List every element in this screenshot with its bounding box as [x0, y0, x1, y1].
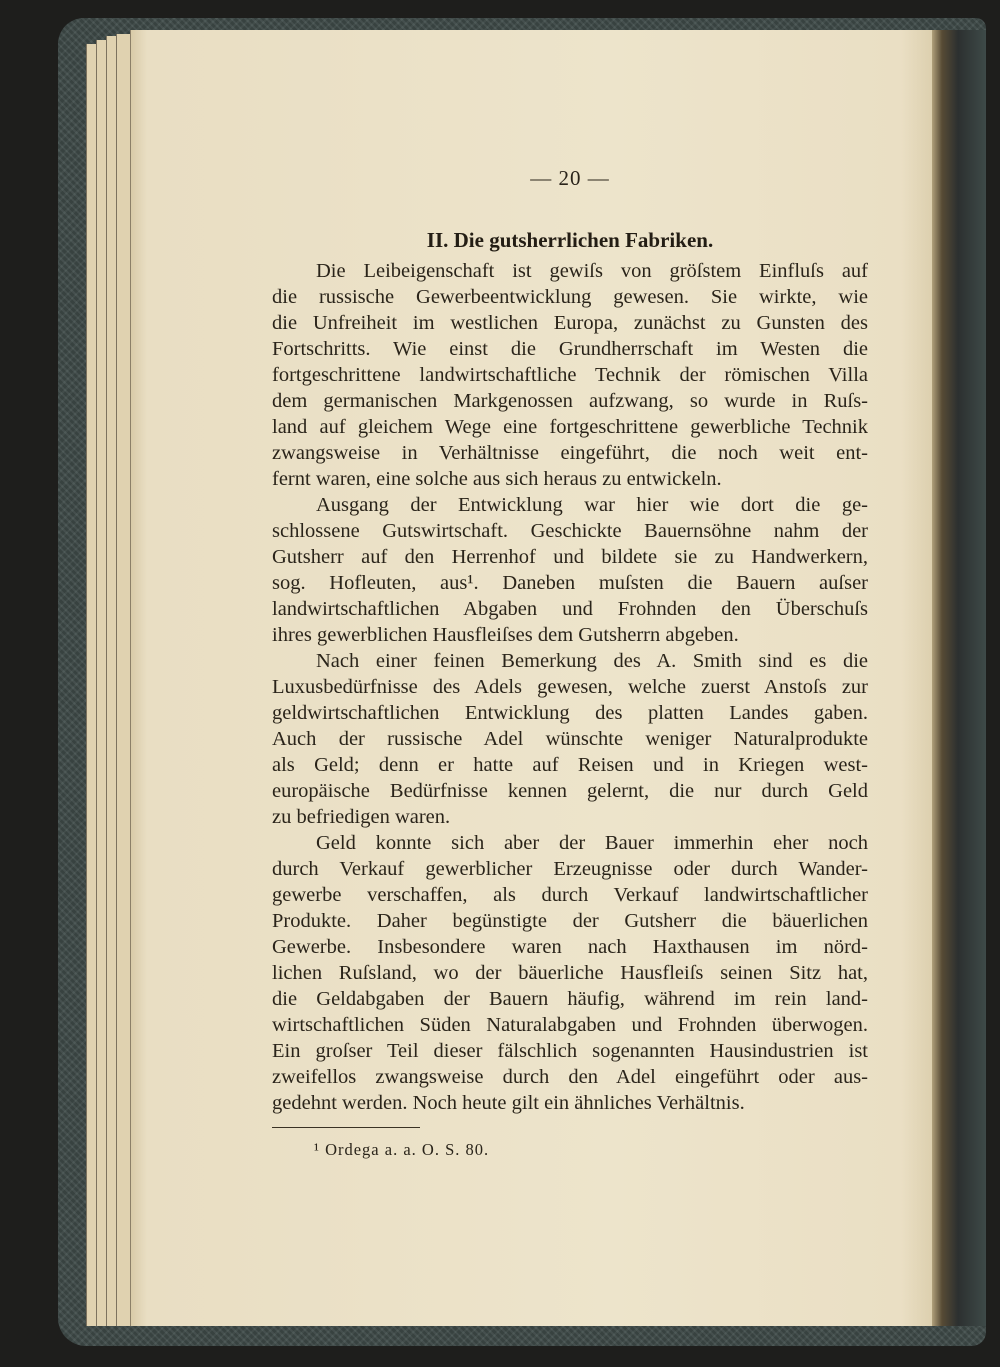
text-line: landwirtschaftlichen Abgaben und Frohnden den Überschuſs	[272, 598, 868, 620]
page-number: — 20 —	[530, 166, 610, 190]
text-line: europäische Bedürfnisse kennen gelernt, die nur durch Geld	[272, 780, 868, 802]
text-line: Ausgang der Entwicklung war hier wie dort die ge-	[316, 494, 868, 516]
text-line: Die Leibeigenschaft ist gewiſs von gröſstem Einfluſs auf	[316, 260, 868, 282]
text-line: Nach einer feinen Bemerkung des A. Smith sind es die	[316, 650, 868, 672]
footnote: ¹ Ordega a. a. O. S. 80.	[314, 1140, 490, 1159]
text-line: die Geldabgaben der Bauern häufig, während im rein land-	[272, 988, 868, 1010]
body-text	[272, 258, 868, 1116]
text-line: Fortschritts. Wie einst die Grundherrschaft im Westen die	[272, 338, 868, 360]
text-line: lichen Ruſsland, wo der bäuerliche Hausfleiſs seinen Sitz hat,	[272, 962, 868, 984]
text-line: als Geld; denn er hatte auf Reisen und in Kriegen west-	[272, 754, 868, 776]
text-line: sog. Hofleuten, aus¹. Daneben muſsten die Bauern auſser	[272, 572, 868, 594]
text-line: Luxusbedürfnisse des Adels gewesen, welche zuerst Anstoſs zur	[272, 676, 868, 698]
text-line: zwangsweise in Verhältnisse eingeführt, die noch weit ent-	[272, 442, 868, 464]
text-line: gedehnt werden. Noch heute gilt ein ähnliches Verhältnis.	[272, 1092, 745, 1114]
text-line: Ein groſser Teil dieser fälschlich sogenannten Hausindustrien ist	[272, 1040, 868, 1062]
text-line: zweifellos zwangsweise durch den Adel eingeführt oder aus-	[272, 1066, 868, 1088]
text-line: Gutsherr auf den Herrenhof und bildete sie zu Handwerkern,	[272, 546, 868, 568]
book-gutter	[932, 30, 986, 1326]
text-line: geldwirtschaftlichen Entwicklung des platten Landes gaben.	[272, 702, 868, 724]
text-line: land auf gleichem Wege eine fortgeschrittene gewerbliche Technik	[272, 416, 868, 438]
text-line: ihres gewerblichen Hausfleiſses dem Gutsherrn abgeben.	[272, 624, 739, 646]
section-heading: II. Die gutsherrlichen Fabriken.	[426, 228, 714, 252]
text-line: gewerbe verschaffen, als durch Verkauf landwirtschaftlicher	[272, 884, 868, 906]
text-line: Produkte. Daher begünstigte der Gutsherr die bäuerlichen	[272, 910, 868, 932]
text-line: fortgeschrittene landwirtschaftliche Technik der römischen Villa	[272, 364, 868, 386]
text-line: fernt waren, eine solche aus sich heraus zu entwickeln.	[272, 468, 722, 490]
text-line: schlossene Gutswirtschaft. Geschickte Bauernsöhne nahm der	[272, 520, 868, 542]
text-line: Auch der russische Adel wünschte weniger Naturalprodukte	[272, 728, 868, 750]
text-line: Gewerbe. Insbesondere waren nach Haxthausen im nörd-	[272, 936, 868, 958]
footnote-rule	[272, 1127, 420, 1128]
text-line: die Unfreiheit im westlichen Europa, zunächst zu Gunsten des	[272, 312, 868, 334]
text-line: zu befriedigen waren.	[272, 806, 451, 828]
text-line: durch Verkauf gewerblicher Erzeugnisse oder durch Wander-	[272, 858, 868, 880]
text-line: dem germanischen Markgenossen aufzwang, so wurde in Ruſs-	[272, 390, 868, 412]
text-line: Geld konnte sich aber der Bauer immerhin eher noch	[316, 832, 868, 854]
text-line: wirtschaftlichen Süden Naturalabgaben und Frohnden überwogen.	[272, 1014, 868, 1036]
text-line: die russische Gewerbeentwicklung gewesen. Sie wirkte, wie	[272, 286, 868, 308]
